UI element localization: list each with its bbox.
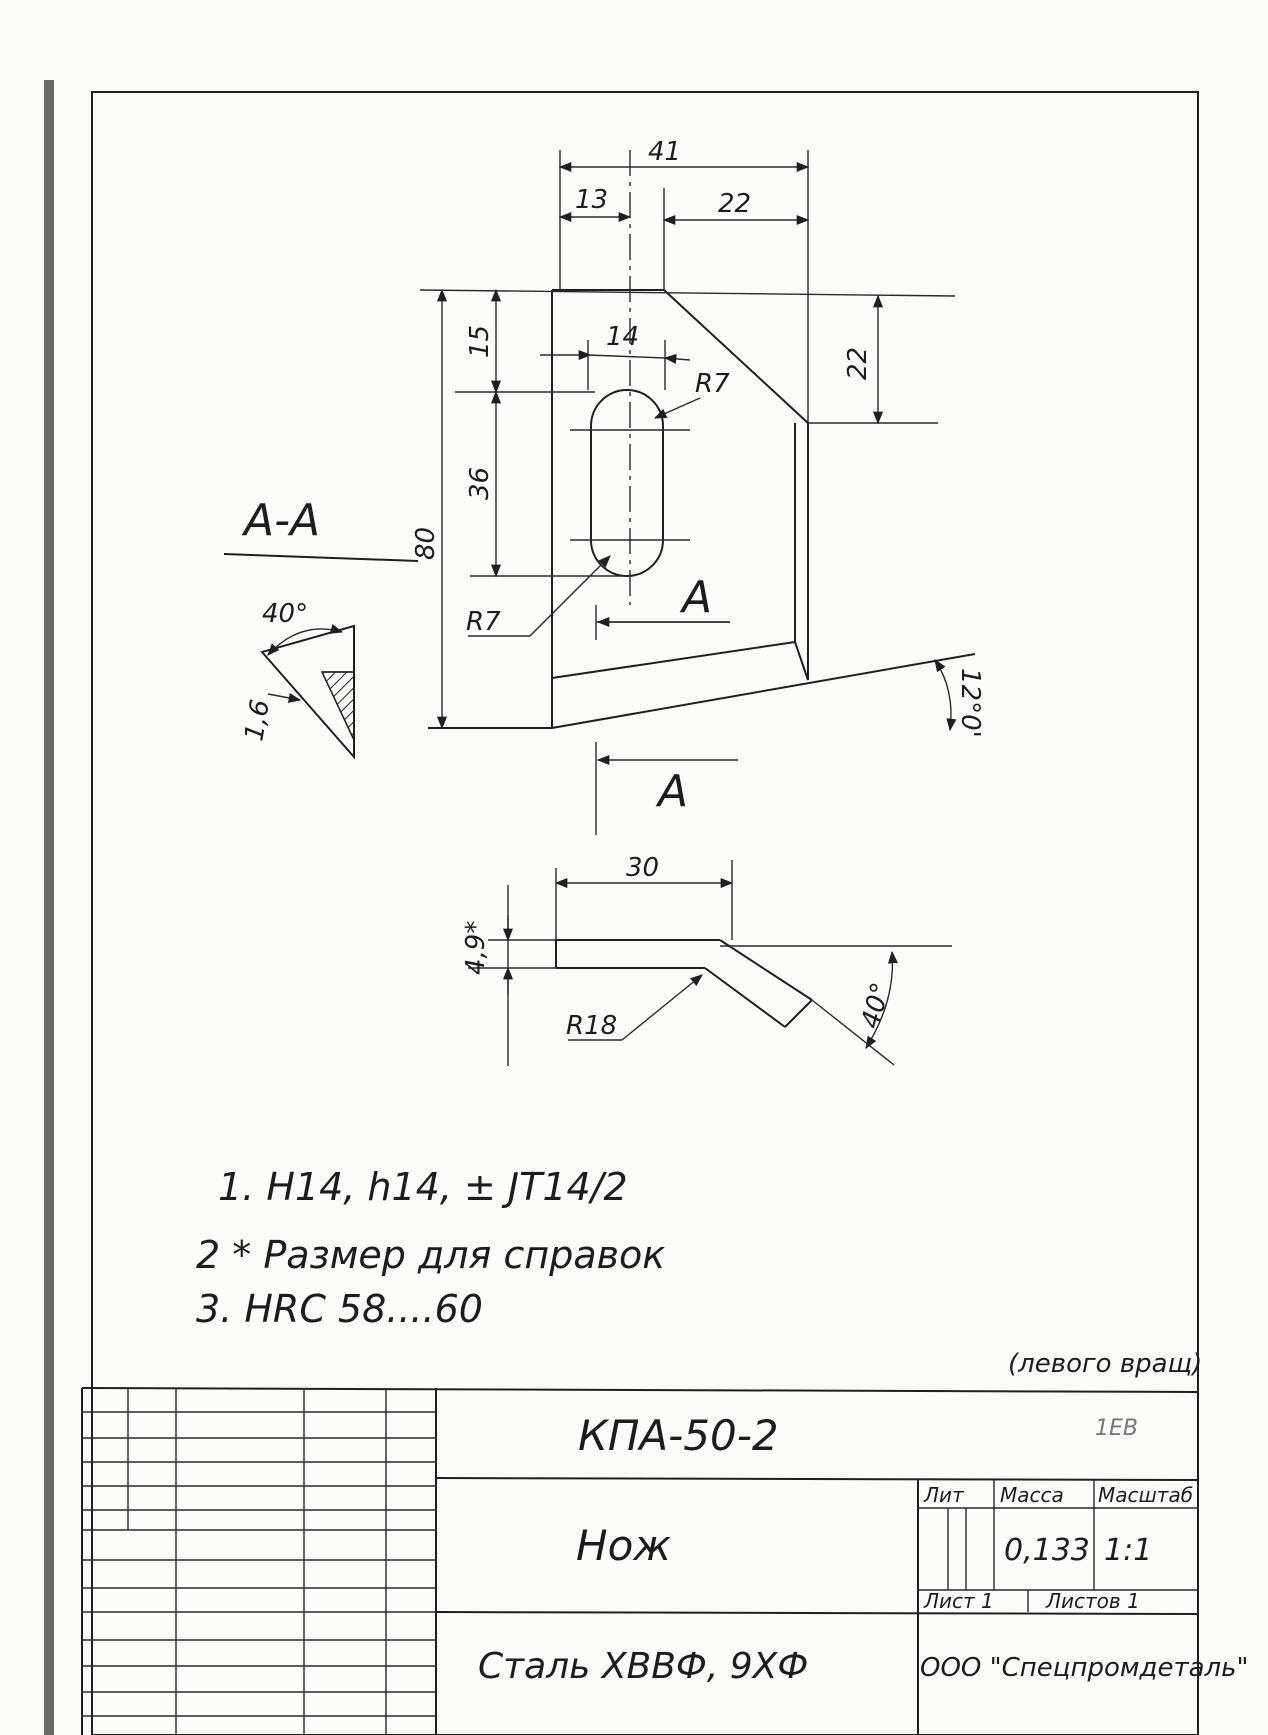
stamp-mark: 1EB: [1095, 1416, 1138, 1441]
dim-line-14-right: [665, 358, 690, 360]
dim-text-36: 36: [465, 466, 495, 500]
dim-text-49: 4,9*: [461, 920, 491, 975]
dim-text-angle-40-section: 40°: [262, 599, 309, 629]
title-block-designation: КПА-50-2: [578, 1411, 779, 1460]
title-block-name: Нож: [576, 1521, 672, 1570]
dim-text-22-right: 22: [843, 346, 873, 380]
title-block-sheet-label: Лист 1: [924, 1589, 994, 1613]
dim-text-r7-top: R7: [695, 369, 730, 399]
main-view: [420, 150, 975, 730]
view-label-upper: A: [682, 572, 713, 623]
title-block-lit-label: Лит: [924, 1483, 964, 1507]
dim-text-15: 15: [465, 324, 495, 358]
bevel-line: [552, 642, 795, 678]
title-block-sheets-label: Листов 1: [1046, 1589, 1140, 1613]
dim-text-r18: R18: [566, 1011, 618, 1041]
angle-12-arc: [935, 660, 951, 730]
dim-text-angle-12: 12°0': [955, 668, 985, 738]
dim-text-r7-bottom: R7: [466, 607, 501, 637]
margin-note: (левого вращ): [1008, 1349, 1203, 1379]
note-2: 2 * Размер для справок: [196, 1233, 666, 1277]
r7-bottom-leader: [530, 556, 610, 636]
section-label: A-A: [244, 495, 321, 546]
note-3: 3. HRC 58....60: [196, 1287, 483, 1331]
dim-text-22-top: 22: [718, 189, 752, 219]
dim-text-13: 13: [575, 185, 609, 215]
bevel-corner: [795, 642, 808, 680]
title-block-scale-label: Масштаб: [1098, 1483, 1194, 1507]
plate-chamfer-edge: [664, 290, 808, 423]
dim-text-section-small: 1,6: [239, 697, 277, 744]
title-block-scale-value: 1:1: [1104, 1533, 1153, 1568]
dim-text-angle-40-bottom: 40°: [855, 979, 897, 1032]
dim-text-30: 30: [626, 853, 660, 883]
scan-edge-shadow: [44, 80, 54, 1735]
slot-outline: [591, 390, 663, 576]
section-label-underline: [224, 554, 418, 561]
section-a-a-profile: [262, 626, 354, 757]
title-block-material: Сталь ХВВФ, 9ХФ: [478, 1646, 809, 1687]
title-block-mass-value: 0,133: [1004, 1533, 1090, 1568]
r7-top-leader: [655, 398, 700, 418]
note-1: 1. H14, h14, ± JT14/2: [218, 1165, 628, 1209]
plate-cutting-edge: [552, 654, 975, 728]
dim-text-80: 80: [411, 526, 441, 560]
view-label-lower: A: [658, 766, 689, 817]
title-block-mass-label: Масса: [1000, 1483, 1064, 1507]
dim-text-41: 41: [648, 137, 682, 167]
bottom-view: [468, 860, 952, 1066]
title-block-company: ООО "Спецпромдеталь": [920, 1653, 1249, 1683]
dim-line-14: [588, 355, 665, 358]
dim-text-14: 14: [606, 322, 640, 352]
top-extension-line: [420, 290, 955, 296]
